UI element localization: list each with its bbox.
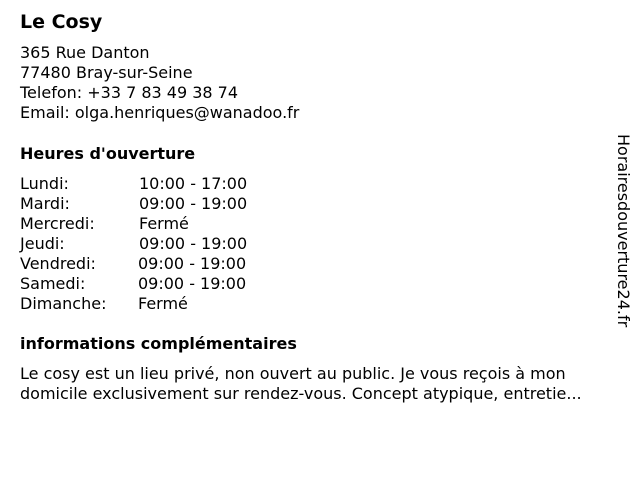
day-hours: 10:00 - 17:00 bbox=[139, 174, 248, 193]
description-line-2: domicile exclusivement sur rendez-vous. Concept atypique, entretie... bbox=[20, 384, 582, 403]
day-label: Dimanche: bbox=[20, 294, 107, 313]
day-label: Lundi: bbox=[20, 174, 69, 193]
info-description bbox=[20, 364, 632, 404]
day-label: Jeudi: bbox=[20, 234, 65, 253]
day-hours: 09:00 - 19:00 bbox=[139, 194, 248, 213]
description-line-1: Le cosy est un lieu privé, non ouvert au public. Je vous reçois à mon bbox=[20, 364, 566, 383]
info-heading: informations complémentaires bbox=[20, 334, 297, 353]
day-hours: Fermé bbox=[138, 294, 188, 313]
hours-heading: Heures d'ouverture bbox=[20, 144, 196, 163]
address-street: 365 Rue Danton bbox=[20, 43, 150, 62]
day-hours: 09:00 - 19:00 bbox=[139, 234, 248, 253]
day-label: Mardi: bbox=[20, 194, 70, 213]
day-label: Samedi: bbox=[20, 274, 86, 293]
email-address: Email: olga.henriques@wanadoo.fr bbox=[20, 103, 300, 122]
business-name: Le Cosy bbox=[20, 11, 103, 33]
day-label: Vendredi: bbox=[20, 254, 96, 273]
day-label: Mercredi: bbox=[20, 214, 95, 233]
day-hours: 09:00 - 19:00 bbox=[138, 274, 247, 293]
site-credit: Horairesdouverture24.fr bbox=[614, 134, 633, 328]
day-hours: 09:00 - 19:00 bbox=[138, 254, 247, 273]
contact-block bbox=[20, 43, 299, 123]
phone-number: Telefon: +33 7 83 49 38 74 bbox=[20, 83, 239, 102]
address-city: 77480 Bray-sur-Seine bbox=[20, 63, 193, 82]
day-hours: Fermé bbox=[139, 214, 189, 233]
